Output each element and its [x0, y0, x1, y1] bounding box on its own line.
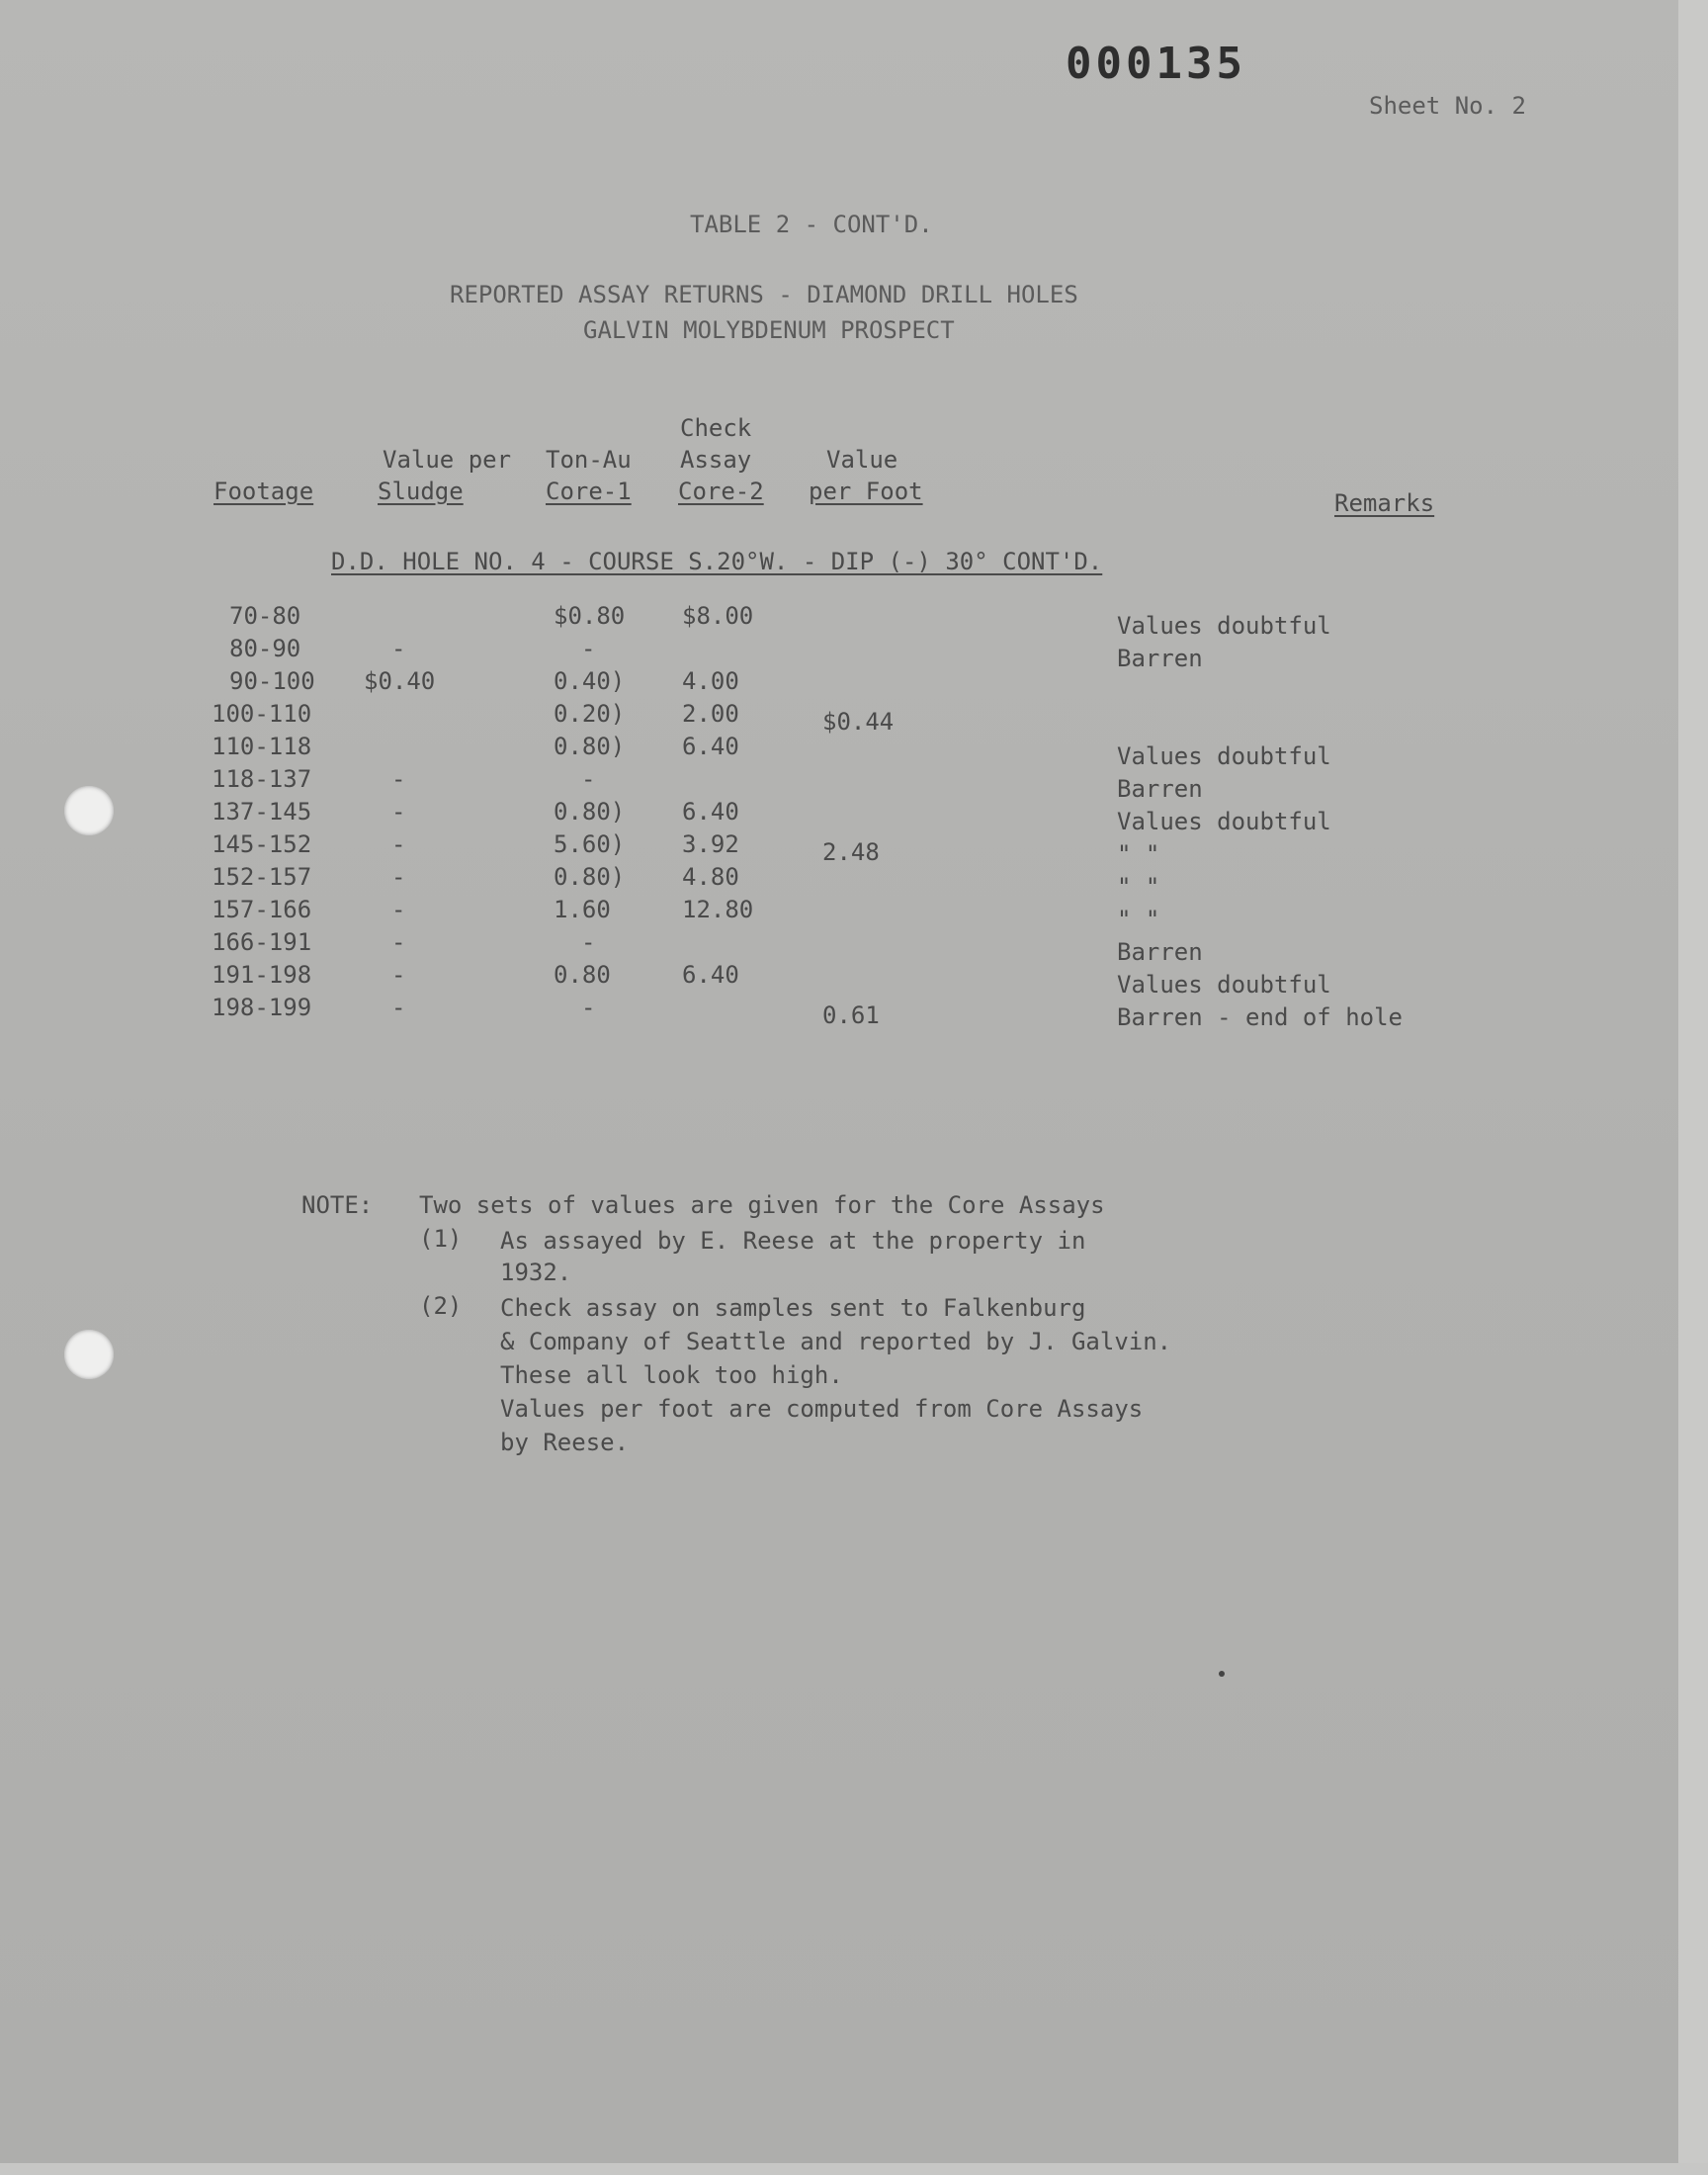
cell-value-per-foot: 0.61	[822, 1001, 880, 1029]
note-intro: Two sets of values are given for the Core Assays	[419, 1191, 1105, 1219]
punch-hole-top	[64, 786, 114, 835]
note-item-2-line-2: & Company of Seattle and reported by J. Galvin.	[500, 1328, 1172, 1355]
header-remarks: Remarks	[1334, 489, 1435, 517]
cell-core1-value: 0.80)	[554, 798, 626, 826]
cell-sludge-value: -	[391, 798, 406, 826]
scan-edge-right	[1678, 0, 1708, 2175]
cell-sludge-value: -	[391, 896, 406, 923]
cell-core2-value: $8.00	[682, 602, 754, 630]
cell-footage: 70-80	[229, 602, 301, 630]
cell-remarks: Values doubtful	[1117, 612, 1331, 640]
cell-core1-value: -	[581, 765, 596, 793]
cell-remarks: " "	[1117, 873, 1160, 901]
note-item-2-line-4: Values per foot are computed from Core Assays	[500, 1395, 1144, 1423]
cell-remarks: " "	[1117, 840, 1160, 868]
note-item-2-line-1: Check assay on samples sent to Falkenburg	[500, 1294, 1086, 1322]
scan-speck	[1219, 1671, 1225, 1677]
cell-core1-value: 1.60	[554, 896, 611, 923]
cell-footage: 166-191	[212, 928, 312, 956]
cell-core2-value: 4.00	[682, 667, 739, 695]
cell-remarks: Barren	[1117, 645, 1203, 672]
header-value-per-foot: per Foot	[809, 478, 923, 505]
cell-core2-value: 6.40	[682, 733, 739, 760]
header-core1-top: Ton-Au	[546, 446, 632, 474]
cell-remarks: Values doubtful	[1117, 808, 1331, 835]
cell-sludge-value: -	[391, 863, 406, 891]
cell-core2-value: 4.80	[682, 863, 739, 891]
cell-core1-value: 5.60)	[554, 830, 626, 858]
cell-remarks: Barren	[1117, 938, 1203, 966]
cell-core1-value: 0.20)	[554, 700, 626, 728]
cell-footage: 152-157	[212, 863, 312, 891]
header-core2: Core-2	[678, 478, 764, 505]
scan-edge-bottom	[0, 2163, 1708, 2175]
header-vpf-top: Value	[826, 446, 898, 474]
cell-remarks: Barren	[1117, 775, 1203, 803]
note-item-1-line-2: 1932.	[500, 1259, 572, 1286]
cell-sludge-value: -	[391, 994, 406, 1021]
cell-remarks: Barren - end of hole	[1117, 1003, 1403, 1031]
cell-sludge-value: -	[391, 635, 406, 662]
cell-sludge-value: -	[391, 928, 406, 956]
cell-value-per-foot: 2.48	[822, 838, 880, 866]
cell-core2-value: 2.00	[682, 700, 739, 728]
header-core2-top2: Assay	[680, 446, 752, 474]
cell-core1-value: -	[581, 994, 596, 1021]
cell-core1-value: -	[581, 928, 596, 956]
header-sludge-top: Value per	[383, 446, 512, 474]
cell-remarks: Values doubtful	[1117, 742, 1331, 770]
cell-core1-value: 0.80)	[554, 863, 626, 891]
cell-sludge-value: $0.40	[364, 667, 436, 695]
cell-footage: 80-90	[229, 635, 301, 662]
cell-footage: 100-110	[212, 700, 312, 728]
cell-core1-value: 0.40)	[554, 667, 626, 695]
note-item-2-line-3: These all look too high.	[500, 1361, 843, 1389]
cell-footage: 90-100	[229, 667, 315, 695]
cell-core2-value: 6.40	[682, 798, 739, 826]
header-core2-top1: Check	[680, 414, 752, 442]
cell-core2-value: 6.40	[682, 961, 739, 989]
cell-core1-value: $0.80	[554, 602, 626, 630]
cell-footage: 145-152	[212, 830, 312, 858]
section-heading: D.D. HOLE NO. 4 - COURSE S.20°W. - DIP (-) 30° CONT'D.	[331, 548, 1103, 575]
cell-core2-value: 3.92	[682, 830, 739, 858]
cell-sludge-value: -	[391, 830, 406, 858]
cell-footage: 157-166	[212, 896, 312, 923]
subtitle-line-1: REPORTED ASSAY RETURNS - DIAMOND DRILL HOLES	[450, 281, 1078, 308]
cell-sludge-value: -	[391, 961, 406, 989]
cell-footage: 191-198	[212, 961, 312, 989]
cell-remarks: Values doubtful	[1117, 971, 1331, 999]
note-label: NOTE:	[301, 1191, 374, 1219]
cell-core1-value: 0.80	[554, 961, 611, 989]
cell-core1-value: -	[581, 635, 596, 662]
punch-hole-bottom	[64, 1330, 114, 1379]
note-item-2-line-5: by Reese.	[500, 1429, 630, 1456]
cell-core2-value: 12.80	[682, 896, 754, 923]
header-sludge: Sludge	[378, 478, 464, 505]
sheet-number: Sheet No. 2	[1369, 92, 1526, 120]
header-core1: Core-1	[546, 478, 632, 505]
subtitle-line-2: GALVIN MOLYBDENUM PROSPECT	[583, 316, 955, 344]
document-number: 000135	[1066, 39, 1246, 89]
cell-sludge-value: -	[391, 765, 406, 793]
cell-core1-value: 0.80)	[554, 733, 626, 760]
note-item-1-line-1: As assayed by E. Reese at the property in	[500, 1227, 1086, 1255]
note-item-2-number: (2)	[419, 1292, 463, 1320]
note-item-1-number: (1)	[419, 1225, 463, 1253]
cell-remarks: " "	[1117, 906, 1160, 933]
header-footage: Footage	[214, 478, 314, 505]
cell-footage: 118-137	[212, 765, 312, 793]
cell-footage: 198-199	[212, 994, 312, 1021]
cell-value-per-foot: $0.44	[822, 708, 895, 736]
table-title: TABLE 2 - CONT'D.	[690, 211, 933, 238]
cell-footage: 137-145	[212, 798, 312, 826]
cell-footage: 110-118	[212, 733, 312, 760]
